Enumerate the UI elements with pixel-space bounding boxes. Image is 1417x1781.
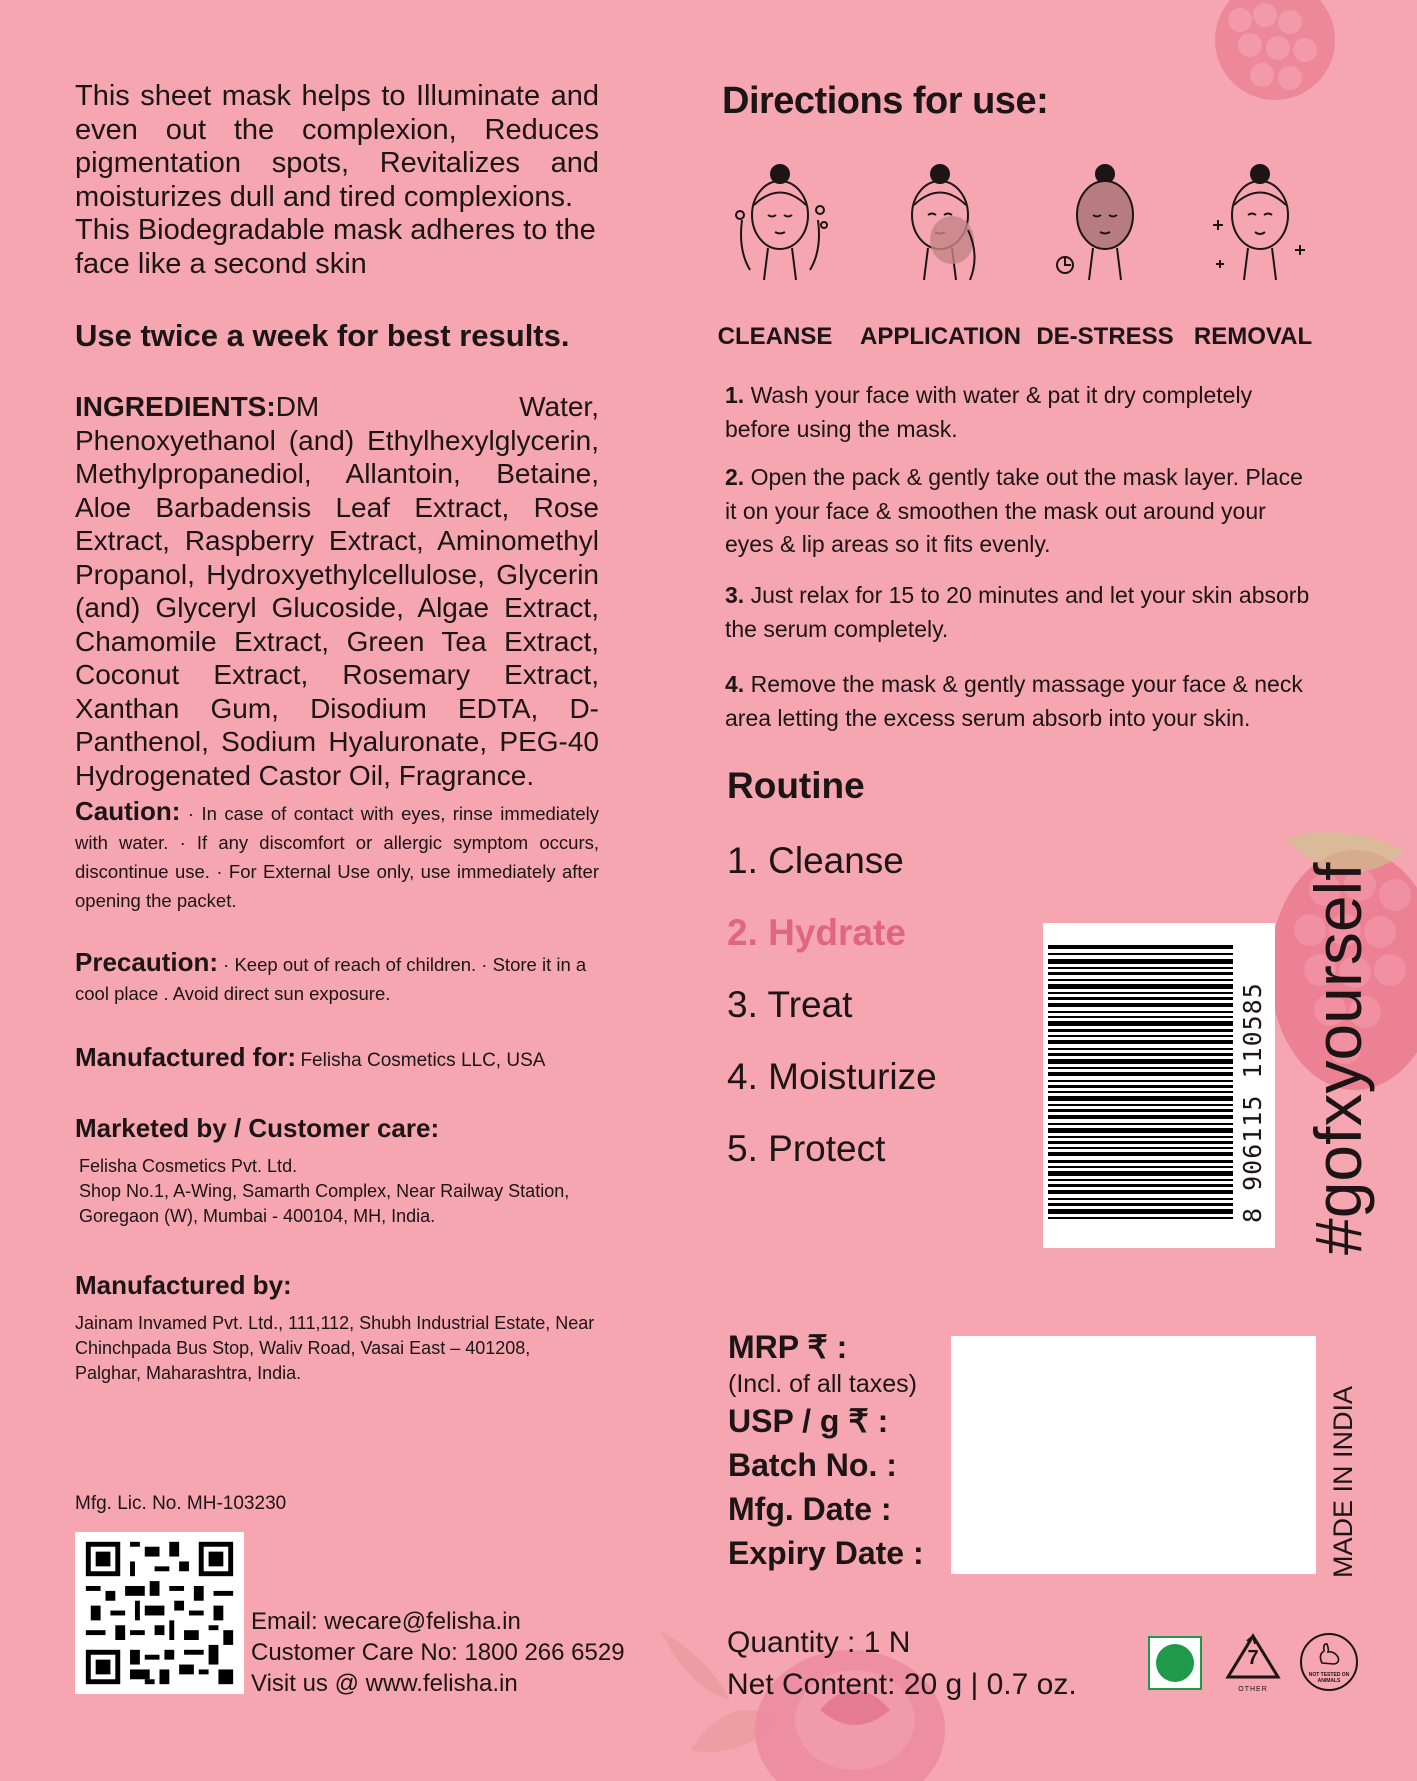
ingredients-text: DM Water, Phenoxyethanol (and) Ethylhexylglycerin, Methylpropanediol, Allantoin, Betaine, Aloe Barbadensis Leaf Extract, Rose Extract, Raspberry Extract, Aminomethyl Propanol, Hydroxyethylcellulose, Glycerin (and) Glyceryl Glucoside, Algae Extract, Chamomile Extract, Green Tea Extract, Coconut Extract, Rosemary Extract, Xanthan Gum, Disodium EDTA, D-Panthenol, Sodium Hyaluronate, PEG-40 Hydrogenated Castor Oil, Fragrance. — [75, 391, 599, 791]
made-in-india: MADE IN INDIA — [1328, 1385, 1358, 1578]
manufactured-for-label: Manufactured for: — [75, 1042, 296, 1072]
step-label-cleanse: CLEANSE — [717, 323, 833, 350]
contact-block — [251, 1606, 625, 1699]
application-face-icon — [880, 160, 1000, 300]
manufactured-by-block — [75, 1270, 635, 1386]
caution-text: · In case of contact with eyes, rinse immediately with water. · If any discomfort or allergic symptom occurs, discontinue use. · For External Use only, use immediately after opening the packet. — [75, 803, 599, 911]
precaution-text: · Keep out of reach of children. · Store it in a cool place . Avoid direct sun exposure. — [75, 954, 587, 1004]
qr-code-icon — [75, 1532, 244, 1694]
routine-item-2: 2. Hydrate — [727, 912, 906, 953]
print-area-box — [951, 1336, 1316, 1574]
caution-label: Caution: — [75, 796, 181, 826]
recycle-number: 7 — [1247, 1647, 1259, 1669]
qr-code[interactable] — [75, 1532, 244, 1694]
description-main: This sheet mask helps to Illuminate and even out the complexion, Reduces pigmentation spots, Revitalizes and moisturizes dull and tired complexions. — [75, 80, 599, 213]
routine-item-1: 1. Cleanse — [727, 840, 904, 881]
direction-step-1 — [725, 379, 1315, 446]
step-label-application: APPLICATION — [860, 323, 1021, 350]
cruelty-free-text: NOT TESTED ON ANIMALS — [1308, 1672, 1350, 1684]
precaution-block — [75, 948, 599, 1008]
veg-mark-icon — [1148, 1636, 1202, 1690]
manufactured-by-line3: Palghar, Maharashtra, India. — [75, 1363, 302, 1383]
hashtag: #gofxyourself — [1301, 862, 1375, 1255]
routine-item-3: 3. Treat — [727, 984, 853, 1025]
manufactured-by-line2: Chinchpada Bus Stop, Waliv Road, Vasai East – 401208, — [75, 1338, 531, 1358]
rabbit-icon — [1314, 1641, 1344, 1667]
marketed-by-label: Marketed by / Customer care: — [75, 1113, 440, 1143]
manufactured-for-block — [75, 1042, 545, 1073]
product-description — [75, 80, 599, 281]
direction-step-4 — [725, 668, 1315, 735]
mrp-label: MRP ₹ : — [728, 1329, 848, 1365]
cruelty-free-badge — [1300, 1633, 1358, 1691]
routine-title: Routine — [727, 765, 865, 806]
manufactured-by-line1: Jainam Invamed Pvt. Ltd., 111,112, Shubh Industrial Estate, Near — [75, 1313, 595, 1333]
ingredients-label: INGREDIENTS: — [75, 391, 276, 422]
step-1-text: Wash your face with water & pat it dry completely before using the mask. — [725, 382, 1253, 442]
step-4-number: 4. — [725, 671, 745, 697]
recycle-badge — [1225, 1633, 1281, 1693]
step-3-number: 3. — [725, 582, 745, 608]
manufactured-for-text: Felisha Cosmetics LLC, USA — [300, 1050, 546, 1071]
barcode-bars-icon — [1048, 943, 1233, 1223]
mfg-date-label: Mfg. Date : — [728, 1491, 892, 1527]
precaution-label: Precaution: — [75, 947, 219, 977]
routine-item-4: 4. Moisturize — [727, 1056, 937, 1097]
batch-label: Batch No. : — [728, 1447, 897, 1483]
barcode — [1043, 923, 1275, 1248]
barcode-digits: 8 906115 110585 — [1238, 982, 1267, 1223]
step-2-number: 2. — [725, 464, 745, 490]
marketed-by-line2: Shop No.1, A-Wing, Samarth Complex, Near Railway Station, — [79, 1181, 570, 1201]
directions-title: Directions for use: — [722, 80, 1049, 122]
net-content: Net Content: 20 g | 0.7 oz. — [727, 1668, 1077, 1701]
price-block — [728, 1325, 924, 1575]
step-1-number: 1. — [725, 382, 745, 408]
contact-website[interactable]: Visit us @ www.felisha.in — [251, 1670, 518, 1697]
marketed-by-block — [75, 1113, 635, 1229]
destress-face-icon — [1045, 160, 1165, 300]
step-4-text: Remove the mask & gently massage your face & neck area letting the excess serum absorb into your skin. — [725, 671, 1303, 731]
usp-label: USP / g ₹ : — [728, 1403, 889, 1439]
step-label-destress: DE-STRESS — [1036, 323, 1174, 350]
quantity-block — [727, 1622, 1077, 1706]
routine-item-5: 5. Protect — [727, 1128, 886, 1169]
caution-block — [75, 797, 599, 915]
contact-email[interactable]: Email: wecare@felisha.in — [251, 1608, 521, 1635]
ingredients-block — [75, 390, 599, 792]
step-label-removal: REMOVAL — [1193, 323, 1313, 350]
marketed-by-line1: Felisha Cosmetics Pvt. Ltd. — [79, 1156, 298, 1176]
mrp-note: (Incl. of all taxes) — [728, 1370, 917, 1398]
manufactured-by-label: Manufactured by: — [75, 1270, 292, 1300]
recycle-label: OTHER — [1238, 1686, 1268, 1693]
step-2-text: Open the pack & gently take out the mask layer. Place it on your face & smoothen the mask out around your eyes & lip areas so it fits evenly. — [725, 464, 1303, 557]
description-secondary: This Biodegradable mask adheres to the face like a second skin — [75, 214, 596, 280]
direction-step-3 — [725, 579, 1315, 646]
usage-note: Use twice a week for best results. — [75, 318, 570, 353]
mfg-license: Mfg. Lic. No. MH-103230 — [75, 1493, 287, 1514]
direction-step-2 — [725, 461, 1315, 562]
removal-face-icon — [1200, 160, 1320, 300]
contact-phone[interactable]: Customer Care No: 1800 266 6529 — [251, 1639, 625, 1666]
cleanse-face-icon — [720, 160, 840, 300]
quantity: Quantity : 1 N — [727, 1626, 911, 1659]
marketed-by-line3: Goregaon (W), Mumbai - 400104, MH, India. — [79, 1206, 436, 1226]
step-3-text: Just relax for 15 to 20 minutes and let your skin absorb the serum completely. — [725, 582, 1310, 642]
raspberry-top-decoration — [1200, 0, 1350, 110]
expiry-date-label: Expiry Date : — [728, 1535, 924, 1571]
